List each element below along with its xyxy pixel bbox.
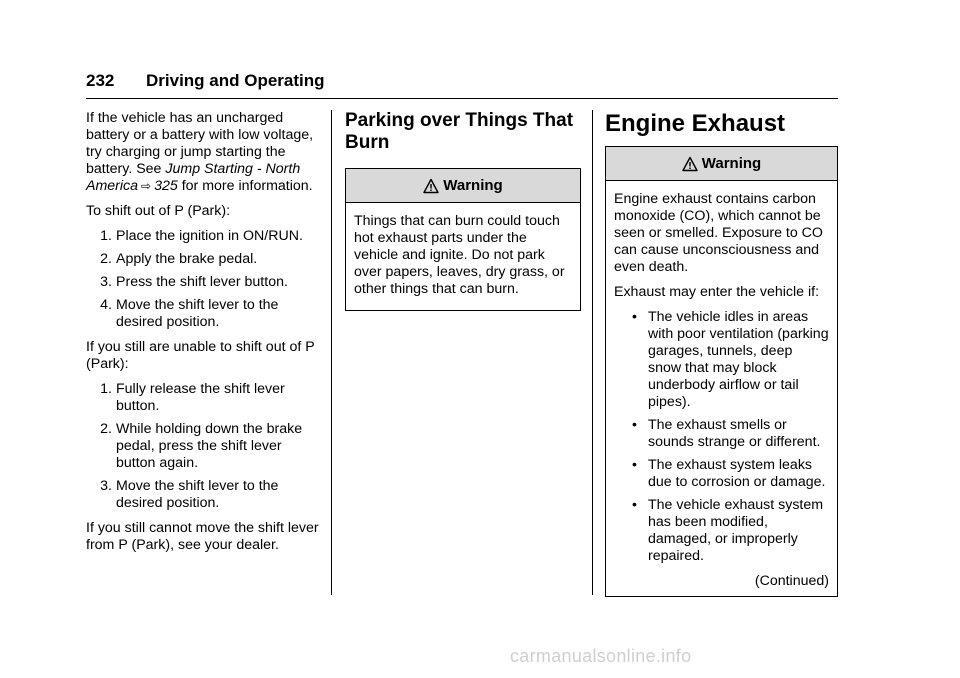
bullet-item — [614, 309, 829, 411]
step-item — [86, 478, 322, 512]
step-item — [86, 297, 322, 331]
bullet-glyph: • — [632, 417, 637, 433]
step-item — [86, 251, 322, 268]
page-number: 232 — [86, 71, 115, 90]
battery-paragraph: If the vehicle has an uncharged battery or a battery with low voltage, try charging or jump starting the battery. See Jump Starting - North America ⇨ 325 for more information. — [86, 110, 314, 194]
page-title: Driving and Operating — [146, 71, 325, 90]
step-text: Place the ignition in ON/RUN. — [116, 228, 303, 244]
section-heading-exhaust: Engine Exhaust — [605, 110, 786, 137]
unable-intro: If you still are unable to shift out of P (Park): — [86, 339, 315, 372]
shift-steps-list — [86, 228, 322, 331]
exhaust-bullet-list — [614, 309, 829, 565]
jump-starting-link[interactable]: Jump Starting - North America — [86, 161, 301, 194]
bullet-glyph: • — [632, 309, 637, 325]
continued-label: (Continued) — [754, 573, 829, 589]
page-ref-arrow-icon: ⇨ — [141, 179, 152, 193]
column-middle — [345, 110, 581, 311]
page-ref-link[interactable]: 325 — [154, 178, 178, 194]
bullet-glyph: • — [632, 497, 637, 513]
step-number: 3. — [100, 478, 112, 494]
warning-box-exhaust — [605, 146, 838, 597]
bullet-text: The exhaust system leaks due to corrosion or damage. — [648, 457, 826, 490]
warning-body — [346, 203, 580, 310]
step-text: Fully release the shift lever button. — [116, 381, 285, 414]
bullet-text: The exhaust smells or sounds strange or different. — [648, 417, 821, 450]
bullet-item — [614, 457, 829, 491]
step-number: 4. — [100, 297, 112, 313]
warning-label: Warning — [443, 177, 503, 194]
dealer-paragraph: If you still cannot move the shift lever from P (Park), see your dealer. — [86, 520, 319, 553]
warning-box-parking — [345, 168, 581, 311]
bullet-glyph: • — [632, 457, 637, 473]
step-number: 1. — [100, 381, 112, 397]
step-text: Move the shift lever to the desired position. — [116, 478, 279, 511]
bullet-text: The vehicle exhaust system has been modified, damaged, or improperly repaired. — [648, 497, 824, 564]
step-text: Press the shift lever button. — [116, 274, 288, 290]
step-item — [86, 228, 322, 245]
bullet-item — [614, 497, 829, 565]
step-text: Move the shift lever to the desired position. — [116, 297, 279, 330]
step-number: 3. — [100, 274, 112, 290]
exhaust-enter-paragraph: Exhaust may enter the vehicle if: — [614, 284, 820, 300]
warning-icon — [423, 178, 439, 194]
shift-intro: To shift out of P (Park): — [86, 203, 231, 219]
step-item — [86, 421, 322, 472]
warning-label: Warning — [701, 155, 762, 172]
step-number: 2. — [100, 421, 112, 437]
column-right — [605, 110, 838, 597]
column-divider — [331, 110, 332, 595]
warning-header — [606, 147, 837, 181]
co-paragraph: Engine exhaust contains carbon monoxide (CO), which cannot be seen or smelled. Exposure to CO can cause unconsciousness and even death. — [614, 191, 823, 275]
warning-header — [346, 169, 580, 203]
unable-steps-list — [86, 381, 322, 512]
step-text: Apply the brake pedal. — [116, 251, 258, 267]
column-left — [86, 110, 322, 562]
section-heading-parking: Parking over Things That Burn — [345, 110, 574, 153]
warning-icon — [682, 156, 698, 172]
bullet-text: The vehicle idles in areas with poor ventilation (parking garages, tunnels, deep snow that may block underbody airflow or tail pipes). — [648, 309, 829, 410]
step-text: While holding down the brake pedal, press the shift lever button again. — [116, 421, 303, 471]
watermark: carmanualsonline.info — [510, 646, 692, 666]
page-header — [86, 72, 838, 99]
step-number: 2. — [100, 251, 112, 267]
step-item — [86, 274, 322, 291]
warning-body — [606, 181, 837, 596]
warning-text: Things that can burn could touch hot exhaust parts under the vehicle and ignite. Do not park over papers, leaves, dry grass, or other things that can burn. — [354, 213, 565, 297]
step-item — [86, 381, 322, 415]
bullet-item — [614, 417, 829, 451]
step-number: 1. — [100, 228, 112, 244]
column-divider — [592, 110, 593, 595]
